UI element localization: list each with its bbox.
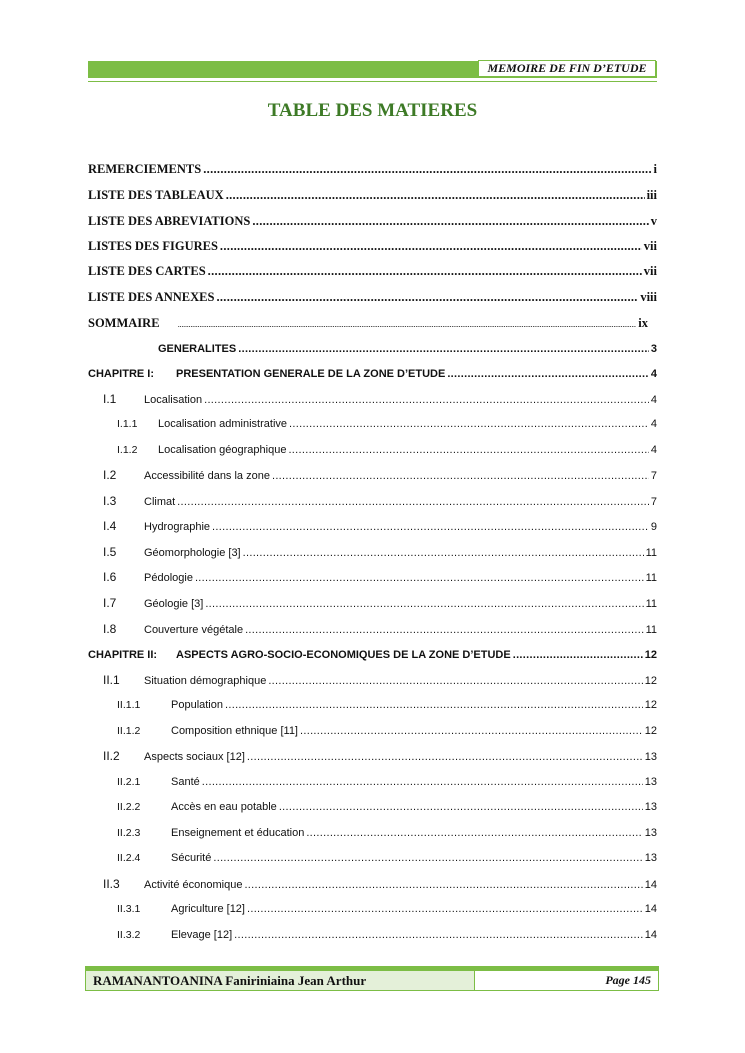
toc-number: II.2.1 (117, 776, 141, 788)
toc-page: 4 (650, 394, 657, 406)
toc-label: ASPECTS AGRO-SOCIO-ECONOMIQUES DE LA ZONE D’ETUDE (176, 649, 511, 661)
toc-page: 12 (644, 699, 657, 711)
toc-number: I.1.1 (117, 418, 138, 430)
toc-entry[interactable] (158, 340, 657, 358)
toc-number: II.2.3 (117, 827, 141, 839)
toc-label: Santé (171, 776, 200, 788)
toc-leader (289, 415, 649, 433)
toc-entry[interactable] (117, 441, 657, 459)
toc-entry[interactable] (103, 492, 657, 510)
toc-label: Géomorphologie [3] (144, 547, 241, 559)
toc-page: 13 (644, 827, 657, 839)
toc-label: Accessibilité dans la zone (144, 470, 270, 482)
header-rule (88, 81, 657, 82)
toc-page: 7 (650, 496, 657, 508)
toc-label: REMERCIEMENTS (88, 162, 202, 176)
toc-leader (243, 544, 644, 562)
toc-leader (247, 900, 643, 918)
toc-page: 13 (644, 801, 657, 813)
toc-leader (252, 212, 648, 230)
toc-page: viii (640, 290, 657, 304)
toc-entry[interactable] (103, 747, 657, 765)
toc-label: Localisation géographique (158, 444, 287, 456)
toc-entry[interactable] (88, 314, 648, 332)
toc-label: Pédologie (144, 572, 193, 584)
toc-entry[interactable] (103, 875, 657, 893)
toc-leader (306, 824, 642, 842)
toc-page: 3 (650, 343, 657, 355)
toc-entry[interactable] (117, 798, 657, 816)
toc-page: vii (643, 239, 657, 253)
toc-page: 13 (644, 776, 657, 788)
toc-entry[interactable] (103, 568, 657, 586)
toc-entry[interactable] (88, 237, 657, 255)
toc-entry[interactable] (117, 849, 657, 867)
toc-label: Enseignement et éducation (171, 827, 305, 839)
toc-entry[interactable] (117, 926, 657, 944)
toc-page: 11 (645, 624, 657, 636)
toc-number: I.6 (103, 570, 117, 584)
toc-page: 14 (644, 879, 657, 891)
toc-leader (300, 722, 643, 740)
toc-entry[interactable] (88, 262, 657, 280)
toc-leader (178, 314, 636, 335)
toc-number: II.1.2 (117, 725, 141, 737)
toc-number: II.2.4 (117, 852, 141, 864)
toc-label: Localisation administrative (158, 418, 288, 430)
toc-entry[interactable] (103, 594, 657, 612)
toc-label: PRESENTATION GENERALE DE LA ZONE D’ETUDE (176, 368, 446, 380)
toc-leader (238, 340, 649, 358)
footer-author: RAMANANTOANINA Faniriniaina Jean Arthur (85, 970, 475, 991)
toc-page: 11 (645, 572, 657, 584)
toc-entry[interactable] (88, 186, 657, 204)
toc-number: II.3.1 (117, 903, 141, 915)
toc-entry[interactable] (103, 620, 657, 638)
toc-number: I.7 (103, 596, 117, 610)
toc-entry[interactable] (103, 671, 657, 689)
toc-page: 13 (644, 751, 657, 763)
toc-number: I.2 (103, 468, 117, 482)
toc-page: vii (643, 264, 657, 278)
toc-leader (279, 798, 643, 816)
toc-entry[interactable] (117, 722, 657, 740)
toc-number: I.8 (103, 622, 117, 636)
toc-number: II.3.2 (117, 929, 141, 941)
toc-entry[interactable] (88, 212, 657, 230)
toc-number: I.1.2 (117, 444, 138, 456)
toc-label: LISTE DES CARTES (88, 264, 206, 278)
toc-leader (234, 926, 643, 944)
toc-page: 12 (644, 725, 657, 737)
toc-page: 11 (645, 547, 657, 559)
toc-page: 7 (650, 470, 657, 482)
toc-leader (245, 621, 644, 639)
toc-label: Agriculture [12] (171, 903, 245, 915)
toc-label: LISTE DES TABLEAUX (88, 188, 224, 202)
toc-label: SOMMAIRE (88, 316, 160, 330)
toc-leader (177, 493, 649, 511)
toc-label: Population (171, 699, 223, 711)
toc-page: 12 (644, 675, 657, 687)
toc-entry[interactable] (103, 517, 657, 535)
toc-label: Activité économique (144, 879, 243, 891)
toc-page: 12 (644, 649, 657, 661)
toc-leader (247, 748, 643, 766)
toc-label: Géologie [3] (144, 598, 204, 610)
toc-number: I.4 (103, 519, 117, 533)
toc-number: II.1 (103, 673, 120, 687)
toc-entry[interactable] (103, 390, 657, 408)
toc-number: II.2 (103, 749, 120, 763)
toc-leader (203, 160, 651, 178)
page-title: TABLE DES MATIERES (267, 100, 478, 121)
toc-leader (268, 672, 642, 690)
toc-leader (244, 876, 642, 894)
toc-page: 4 (650, 418, 657, 430)
toc-label: LISTE DES ANNEXES (88, 290, 215, 304)
toc-leader (447, 365, 649, 383)
toc-entry[interactable] (117, 415, 657, 433)
toc-leader (208, 262, 642, 280)
toc-page: 4 (650, 368, 657, 380)
toc-entry[interactable] (117, 773, 657, 791)
toc-label: Couverture végétale (144, 624, 244, 636)
toc-label: Localisation (144, 394, 203, 406)
toc-number: II.1.1 (117, 699, 141, 711)
footer-page-number: Page 145 (475, 970, 659, 991)
toc-leader (220, 237, 642, 255)
toc-entry[interactable] (88, 160, 657, 178)
toc-label: Composition ethnique [11] (171, 725, 298, 737)
toc-number: II.2.2 (117, 801, 141, 813)
toc-page: v (650, 214, 657, 228)
toc-leader (204, 391, 649, 409)
toc-leader (216, 288, 638, 306)
toc-leader (288, 441, 648, 459)
toc-leader (205, 595, 643, 613)
toc-leader (212, 518, 649, 536)
toc-number: CHAPITRE I: (88, 368, 154, 380)
toc-page: 14 (644, 903, 657, 915)
toc-page: i (653, 162, 657, 176)
toc-label: LISTES DES FIGURES (88, 239, 218, 253)
toc-entry[interactable] (117, 696, 657, 714)
toc-page: 13 (644, 852, 657, 864)
toc-page: iii (646, 188, 657, 202)
toc-number: I.5 (103, 545, 117, 559)
toc-number: I.3 (103, 494, 117, 508)
toc-leader (226, 186, 645, 204)
toc-entry[interactable] (117, 900, 657, 918)
toc-label: Accès en eau potable (171, 801, 277, 813)
toc-leader (213, 849, 642, 867)
toc-number: II.3 (103, 877, 120, 891)
header-title: MEMOIRE DE FIN D’ETUDE (478, 60, 656, 77)
toc-number: I.1 (103, 392, 117, 406)
toc-label: Elevage [12] (171, 929, 233, 941)
toc-leader (202, 773, 643, 791)
toc-page: 14 (644, 929, 657, 941)
toc-label: LISTE DES ABREVIATIONS (88, 214, 251, 228)
toc-label: GENERALITES (158, 343, 237, 355)
toc-page: 11 (645, 598, 657, 610)
toc-leader (272, 467, 649, 485)
toc-leader (225, 696, 643, 714)
toc-label: Sécurité (171, 852, 212, 864)
toc-page: ix (638, 316, 648, 330)
toc-page: 9 (650, 521, 657, 533)
toc-number: CHAPITRE II: (88, 649, 158, 661)
toc-entry[interactable] (117, 824, 657, 842)
toc-entry[interactable] (103, 543, 657, 561)
toc-entry[interactable] (103, 466, 657, 484)
toc-leader (513, 646, 643, 664)
toc-label: Aspects sociaux [12] (144, 751, 245, 763)
toc-leader (195, 569, 644, 587)
toc-label: Climat (144, 496, 176, 508)
toc-label: Situation démographique (144, 675, 267, 687)
toc-entry[interactable] (88, 646, 657, 664)
toc-label: Hydrographie (144, 521, 211, 533)
toc-page: 4 (650, 444, 657, 456)
toc-entry[interactable] (88, 288, 657, 306)
toc-entry[interactable] (88, 365, 657, 383)
